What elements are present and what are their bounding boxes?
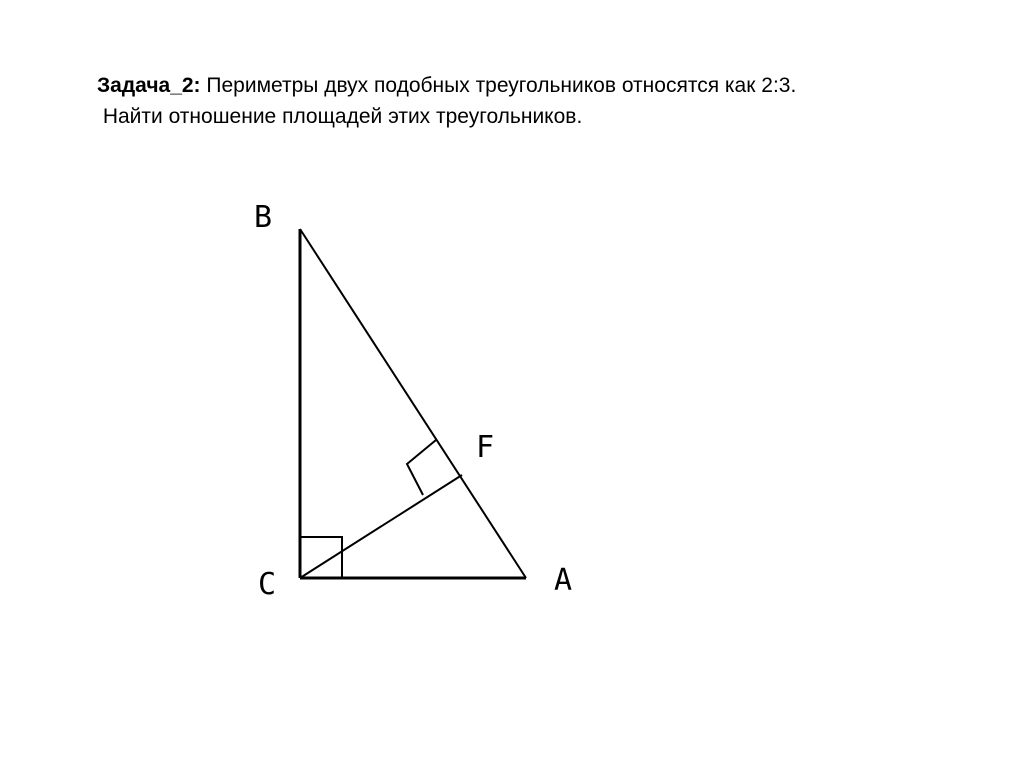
right-angle-mark-c [300, 537, 342, 578]
label-b: B [254, 200, 273, 235]
task-question: Найти отношение площадей этих треугольников. [97, 105, 583, 128]
task-label: Задача_2: [97, 74, 201, 97]
hypotenuse-ba [300, 229, 526, 578]
right-angle-mark-f [407, 440, 436, 495]
task-statement: Периметры двух подобных треугольников относятся как 2:3. [200, 74, 797, 97]
label-a: A [554, 563, 573, 598]
label-f: F [476, 430, 495, 465]
label-c: C [258, 567, 277, 602]
altitude-cf [300, 475, 462, 578]
